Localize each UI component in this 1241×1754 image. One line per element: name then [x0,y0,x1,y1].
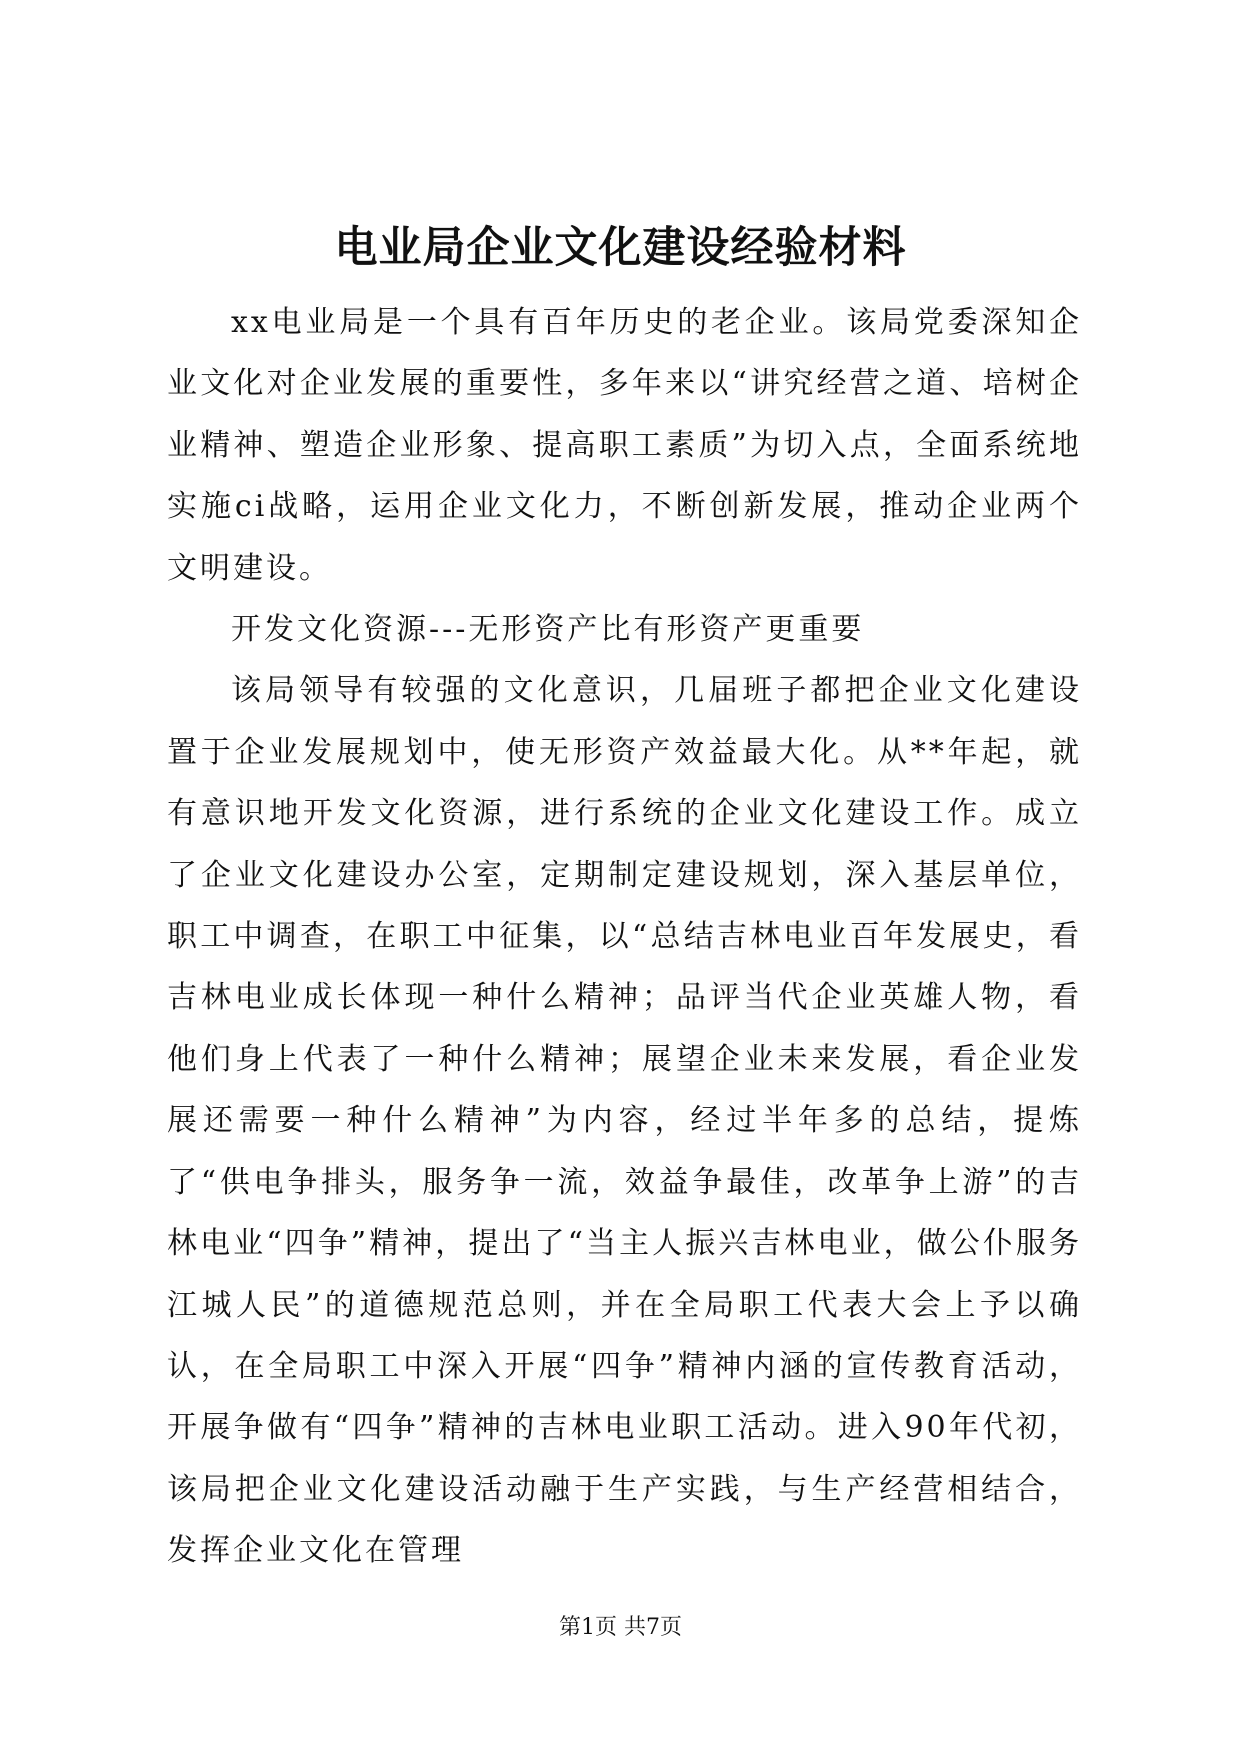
document-body [167,292,1082,1582]
section-heading-paragraph: 开发文化资源---无形资产比有形资产更重要 [231,612,865,648]
intro-paragraph: xx电业局是一个具有百年历史的老企业。该局党委深知企业文化对企业发展的重要性，多年来以“讲究经营之道、培树企业精神、塑造企业形象、提高职工素质”为切入点，全面系统地实施ci战略，运用企业文化力，不断创新发展，推动企业两个文明建设。 [167,305,1082,586]
document-title: 电业局企业文化建设经验材料 [334,223,907,273]
page-number-footer: 第1页 共7页 [559,1615,682,1640]
body-paragraph: 该局领导有较强的文化意识，几届班子都把企业文化建设置于企业发展规划中，使无形资产效益最大化。从**年起，就有意识地开发文化资源，进行系统的企业文化建设工作。成立了企业文化建设办公室，定期制定建设规划，深入基层单位，职工中调查，在职工中征集，以“总结吉林电业百年发展史，看吉林电业成长体现一种什么精神；品评当代企业英雄人物，看他们身上代表了一种什么精神；展望企业未来发展，看企业发展还需要一种什么精神”为内容，经过半年多的总结，提炼了“供电争排头，服务争一流，效益争最佳，改革争上游”的吉林电业“四争”精神，提出了“当主人振兴吉林电业，做公仆服务江城人民”的道德规范总则，并在全局职工代表大会上予以确认，在全局职工中深入开展“四争”精神内涵的宣传教育活动，开展争做有“四争”精神的吉林电业职工活动。进入90年代初，该局把企业文化建设活动融于生产实践，与生产经营相结合，发挥企业文化在管理 [167,673,1082,1569]
